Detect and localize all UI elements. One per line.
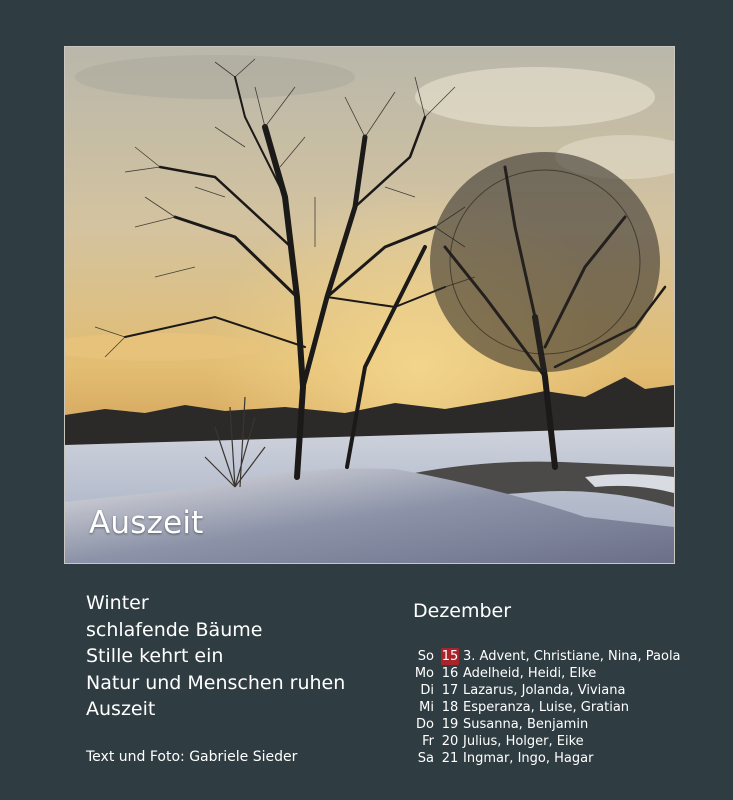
day-number: 20 — [441, 734, 459, 749]
calendar-day-row — [413, 682, 681, 699]
poem-line: schlafende Bäume — [86, 618, 263, 641]
day-of-week: Di — [420, 683, 434, 698]
calendar-day-row — [413, 733, 681, 750]
calendar-day-row — [413, 699, 681, 716]
day-number: 17 — [441, 683, 459, 698]
day-of-week: Fr — [422, 734, 434, 749]
poem-line: Stille kehrt ein — [86, 645, 224, 667]
poem-line: Winter — [86, 592, 149, 614]
day-number: 19 — [441, 717, 459, 732]
day-names: Julius, Holger, Eike — [463, 734, 584, 749]
calendar-days — [413, 648, 681, 767]
day-names: Susanna, Benjamin — [463, 717, 589, 732]
day-names: 3. Advent, Christiane, Nina, Paola — [463, 649, 681, 664]
day-names: Lazarus, Jolanda, Viviana — [463, 683, 626, 698]
credit-line: Text und Foto: Gabriele Sieder — [86, 749, 298, 765]
day-number: 18 — [441, 700, 459, 715]
calendar-day-row — [413, 716, 681, 733]
day-names: Esperanza, Luise, Gratian — [463, 700, 630, 715]
day-names: Ingmar, Ingo, Hagar — [463, 751, 594, 766]
day-of-week: So — [417, 649, 434, 664]
day-of-week: Mo — [414, 666, 434, 681]
photo-title: Auszeit — [89, 505, 204, 541]
day-number: 21 — [441, 751, 459, 766]
day-names: Adelheid, Heidi, Elke — [463, 666, 597, 681]
winter-trees-photo — [64, 46, 675, 564]
day-number: 16 — [441, 666, 459, 681]
poem — [86, 590, 386, 723]
day-number-highlighted: 15 — [441, 649, 459, 664]
poem-line: Natur und Menschen ruhen — [86, 671, 346, 694]
day-of-week: Do — [416, 717, 434, 732]
calendar-day-row — [413, 665, 681, 682]
poem-line: Auszeit — [86, 698, 156, 720]
calendar-day-row — [413, 750, 681, 767]
month-title: Dezember — [413, 600, 512, 622]
day-of-week: Sa — [417, 751, 434, 766]
day-of-week: Mi — [419, 700, 434, 715]
calendar-day-row — [413, 648, 681, 665]
photo-illustration — [65, 47, 674, 563]
